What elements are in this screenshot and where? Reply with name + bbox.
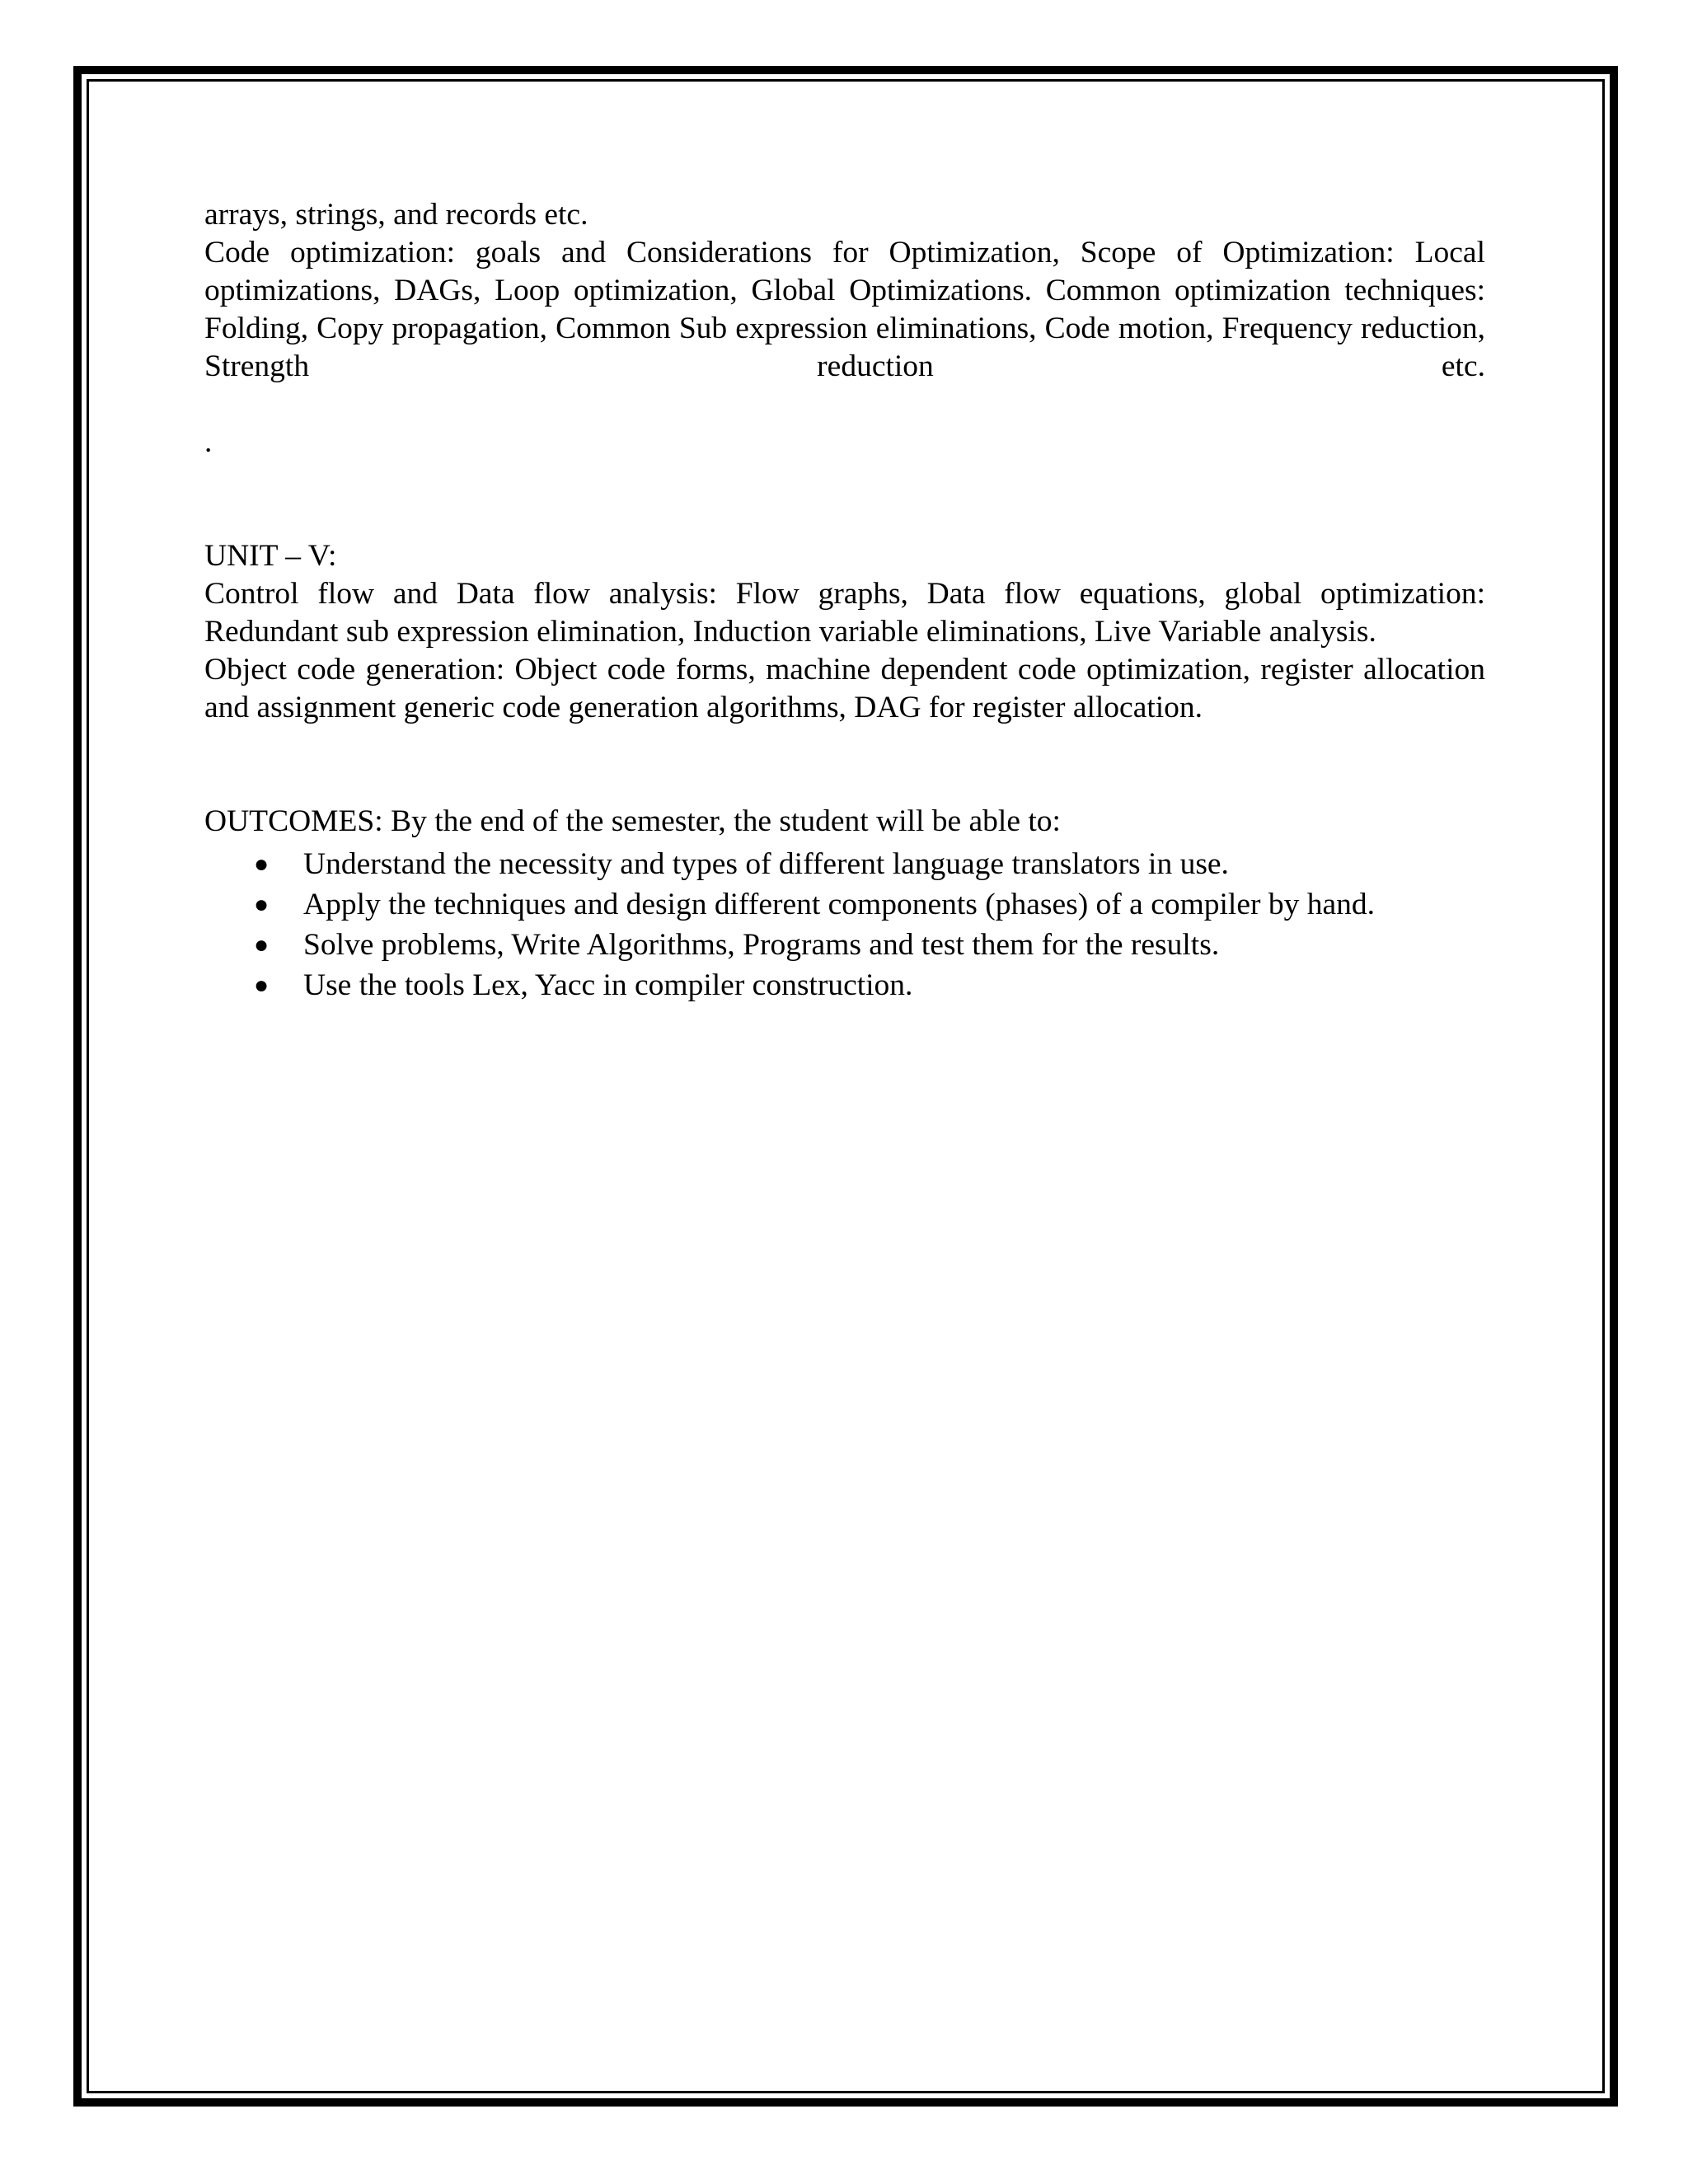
document-body xyxy=(204,196,1485,1005)
outcome-text: Apply the techniques and design different components (phases) of a compiler by hand. xyxy=(303,888,1375,921)
continuation-line: arrays, strings, and records etc. xyxy=(204,198,588,232)
outcome-text: Use the tools Lex, Yacc in compiler construction. xyxy=(303,968,913,1002)
bullet-icon: ● xyxy=(254,931,270,958)
code-optimization-paragraph: Code optimization: goals and Considerations for Optimization, Scope of Optimization: Local optimizations, DAGs, Loop optimization, Global Optimizations. Common optimization techniques: Folding, Copy propagation, Common Sub expression eliminations, Code motion, Frequency reduction, Strength reduction etc. xyxy=(204,236,1485,383)
outcome-item xyxy=(204,844,1485,884)
unit-v-paragraph-object-code: Object code generation: Object code forms, machine dependent code optimization, register allocation and assignment generic code generation algorithms, DAG for register allocation. xyxy=(204,653,1485,724)
bullet-icon: ● xyxy=(254,891,270,918)
unit-v-paragraph-dataflow: Control flow and Data flow analysis: Flow graphs, Data flow equations, global optimization: Redundant sub expression elimination, Induction variable eliminations, Live Variable analysis. xyxy=(204,577,1485,649)
outcomes-heading: OUTCOMES: By the end of the semester, the student will be able to: xyxy=(204,804,1061,838)
bullet-icon: ● xyxy=(254,851,270,878)
outcome-text: Solve problems, Write Algorithms, Programs and test them for the results. xyxy=(303,928,1220,962)
outcome-item xyxy=(204,884,1485,925)
stray-dot: . xyxy=(204,425,213,459)
outcome-item xyxy=(204,925,1485,965)
outcome-text: Understand the necessity and types of different language translators in use. xyxy=(303,847,1229,881)
unit-v-heading: UNIT – V: xyxy=(204,539,337,573)
outcome-item xyxy=(204,965,1485,1005)
outcomes-list xyxy=(204,844,1485,1005)
bullet-icon: ● xyxy=(254,972,270,999)
